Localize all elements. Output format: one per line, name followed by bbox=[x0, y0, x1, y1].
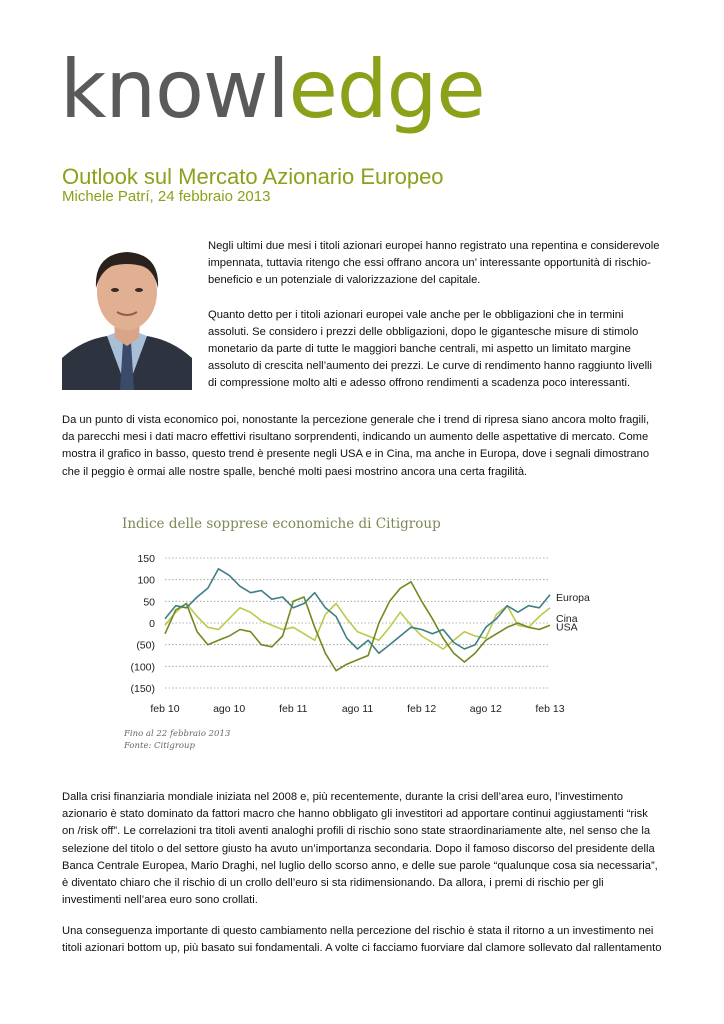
chart-note-source: Fonte: Citigroup bbox=[124, 741, 195, 751]
y-tick-label: 150 bbox=[137, 553, 155, 565]
article-title: Outlook sul Mercato Azionario Europeo bbox=[62, 164, 444, 189]
paragraph-1: Negli ultimi due mesi i titoli azionari europei hanno registrato una repentina e considerevole impennata, tuttavia ritengo che essi offrano ancora un’ interessante opportunità di rischio-beneficio e un potenziale di valorizzazione del capitale. bbox=[208, 240, 660, 287]
paragraph-5: Una conseguenza importante di questo cambiamento nella percezione del rischio è stata il ritorno a un investimento nei titoli azionari bottom up, più basato sui fondamentali. A volte ci facciamo fuorviare dal clamore sollevato dal rallentamento bbox=[62, 925, 662, 955]
chart-note-date: Fino al 22 febbraio 2013 bbox=[124, 729, 231, 739]
series-line-europa bbox=[165, 569, 550, 654]
x-tick-label: ago 11 bbox=[341, 703, 374, 715]
y-tick-label: (150) bbox=[130, 683, 155, 695]
paragraph-3: Da un punto di vista economico poi, nonostante la percezione generale che i trend di ripresa siano ancora molto fragili, da parecchi mesi i dati macro effettivi risultano sorprendenti, indicando un aumento delle aspettative di mercato. Come mostra il grafico in basso, questo trend è presente negli USA e in Cina, ma anche in Europa, dove i segnali dimostrano che il peggio è ormai alle nostre spalle, benché molti paesi mostrino ancora una certa fragilità. bbox=[62, 414, 650, 478]
chart bbox=[120, 508, 600, 768]
y-tick-label: 50 bbox=[143, 596, 155, 609]
paragraph-2: Quanto detto per i titoli azionari europei vale anche per le obbligazioni che in termini assoluti. Se considero i prezzi delle obbligazioni, dopo le gigantesche misure di stimolo monetario da parte di tutte le maggiori banche centrali, mi aspetto un limitato margine assoluto di crescita nell’aumento dei prezzi. Le curve di rendimento hanno raggiunto livelli di compressione molto alti e adesso offrono rendimenti a scadenza poco interessanti. bbox=[208, 308, 653, 390]
legend-usa: USA bbox=[556, 621, 578, 634]
legend-europa: Europa bbox=[556, 592, 590, 604]
paragraph-4: Dalla crisi finanziaria mondiale iniziata nel 2008 e, più recentemente, durante la crisi dell’area euro, l’investimento azionario è stato dominato da fattori macro che hanno obbligato gli investitori ad apportare continui aggiustamenti “risk on /risk off”. Le correlazioni tra titoli aventi analoghi profili di rischio sono state straordinariamente alte, nel senso che la selezione del titolo o del settore giusto ha avuto un’importanza secondaria. Dopo il famoso discorso del presidente della Banca Centrale Europea, Mario Draghi, nel luglio dello scorso anno, e delle sue parole “qualunque cosa sia necessaria”, è diventato chiaro che il rischio di un crollo dell’euro si sta ridimensionando. Da allora, i premi di rischio per gli investimenti nell’area euro sono crollati. bbox=[62, 791, 658, 907]
chart-y-ticks bbox=[130, 553, 155, 695]
knowledge-logo bbox=[60, 43, 485, 136]
article-byline: Michele Patrí, 24 febbraio 2013 bbox=[62, 188, 271, 205]
x-tick-label: feb 13 bbox=[535, 703, 565, 715]
x-tick-label: ago 12 bbox=[469, 703, 502, 715]
y-tick-label: (100) bbox=[130, 661, 155, 674]
chart-legend bbox=[556, 592, 590, 633]
chart-x-ticks bbox=[150, 703, 564, 715]
x-tick-label: feb 12 bbox=[407, 703, 437, 715]
chart-svg bbox=[120, 508, 600, 768]
intro-text bbox=[208, 238, 660, 393]
chart-series-lines bbox=[165, 569, 550, 671]
author-photo bbox=[62, 240, 192, 390]
legend-cina: Cina bbox=[556, 612, 578, 625]
logo-part-dark: knowl bbox=[60, 43, 289, 136]
y-tick-label: 100 bbox=[137, 574, 155, 587]
y-tick-label: (50) bbox=[136, 639, 155, 652]
x-tick-label: feb 11 bbox=[279, 703, 308, 715]
chart-title: Indice delle sopprese economiche di Citigroup bbox=[122, 516, 441, 532]
x-tick-label: ago 10 bbox=[213, 703, 246, 715]
series-line-cina bbox=[165, 604, 550, 650]
logo-part-green: edge bbox=[288, 43, 485, 136]
y-tick-label: 0 bbox=[149, 618, 155, 630]
x-tick-label: feb 10 bbox=[150, 703, 180, 715]
